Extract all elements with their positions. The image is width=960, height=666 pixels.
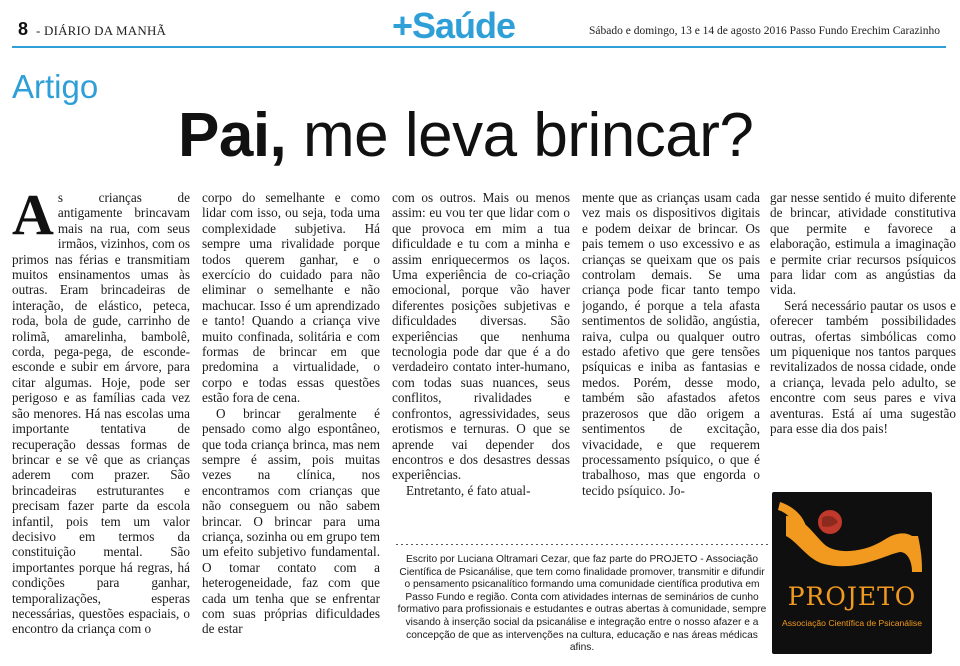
newspaper-name: - DIÁRIO DA MANHÃ	[36, 23, 167, 38]
projeto-logo	[772, 492, 932, 654]
section-title: +Saúde	[392, 5, 516, 46]
paragraph: O brincar geralmente é pensado como algo espontâneo, que toda criança brinca, mas nem sempre é assim, pois muitas vezes na clínica, nos encontramos com crianças que não conseguem ou não sabem brincar. O brincar para uma criança, sozinha ou em grupo tem um efeito subjetivo fundamental. O tomar contato com a heterogeneidade, faz com que cada um tenha que se enfrentar com suas próprias dificuldades de estar	[202, 405, 380, 637]
logo-figure-icon	[772, 492, 932, 654]
paragraph-text: s crianças de antigamente brincavam mais na rua, com seus irmãos, vizinhos, com os primos nas férias e transmitiam muitos ensinamentos umas às outras. Eram brincadeiras de interação, de elástico, peteca, roda, bola de gude, carrinho de rolimã, amarelinha, bambolê, corda, pega-pega, de esconde-esconde e subir em árvore, para citar algumas. Hoje, pode ser perigoso e as famílias cada vez são menores. Há nas escolas uma importante tentativa de recuperação dessas formas de brincar e se vê que as crianças aderem com prazer. São brincadeiras estruturantes e precisam fazer parte da escola infantil, pois tem um valor decisivo em termos da constituição mental. São importantes porque há regras, há condições para ganhar, temporalizações, esperas necessárias, questões espaciais, o encontro da criança com o	[12, 190, 190, 637]
column-1	[12, 190, 190, 656]
paragraph: Entretanto, é fato atual-	[406, 482, 531, 498]
logo-subtitle: Associação Científica de Psicanálise	[782, 618, 922, 628]
paragraph: com os outros. Mais ou menos assim: eu vou ter que lidar com o que provoca em mim a tua dificuldade e tu com a minha e assim enriquecermos os laços. Uma experiência de co-criação emocional, porque vão haver diferentes posições subjetivas e dificuldades diversas. São experiências que nenhuma tecnologia pode dar que é a do verdadeiro contato inter-humano, com todas suas nuances, seus conflitos, rivalidades e confrontos, agressividades, seus erotismos e ternuras. O que se aprende vai depender dos encontros e dos desastres dessas experiências.	[392, 190, 570, 483]
paragraph: mente que as crianças usam cada vez mais os dispositivos digitais e podem deixar de brincar. Os pais temem o uso excessivo e as crianças se queixam que os pais controlam demais. Se uma criança pode ficar tanto tempo jogando, é porque a tela afasta sentimentos de solidão, angústia, raiva, culpa ou qualquer outro estado afetivo que gere tensões psíquicas e iniba as fantasias e medos. Porém, desse modo, também são afastados afetos prazerosos que dão origem a sentimentos de excitação, vivacidade, e que requerem processamento psíquico, o que é trabalhoso, mas que engorda o tecido psíquico. Jo-	[582, 190, 760, 498]
header-rule	[12, 46, 946, 48]
author-note: Escrito por Luciana Oltramari Cezar, que faz parte do PROJETO - Associação Científica de Psicanálise, que tem como finalidade promover, transmitir e difundir o pensamento psicanalítico formando uma comunidade científica produtiva em Passo Fundo e região. Conta com atividades internas de seminários de cunho formativo para profissionais e estudantes e outras abertas à comunidade, sempre visando à inserção social da psicanálise e integração entre o nosso afazer e a concepção de que as intervenções na cultura, educação e nas áreas médicas afins.	[396, 544, 768, 655]
paragraph: corpo do semelhante e como lidar com isso, ou seja, toda uma complexidade subjetiva. Há sempre uma rivalidade porque todos querem ganhar, e o exercício do cuidado para não eliminar o semelhante e não machucar. Isso é um aprendizado e tanto! Quando a criança vive muito confinada, solitária e com formas de brincar em que predomina a virtualidade, o corpo e todas essas questões estão fora de cena.	[202, 190, 380, 406]
dateline: Sábado e domingo, 13 e 14 de agosto 2016 Passo Fundo Erechim Carazinho	[588, 25, 940, 37]
column-2	[202, 190, 380, 656]
paragraph: gar nesse sentido é muito diferente de brincar, atividade constitutiva que permite e favorece a elaboração, estimula a imaginação e permite criar recursos psíquicos para lidar com as angústias da vida.	[770, 190, 956, 298]
column-4	[582, 190, 760, 522]
article-headline	[178, 100, 753, 171]
logo-title: PROJETO	[787, 582, 917, 611]
column-5	[770, 190, 956, 470]
paragraph: Será necessário pautar os usos e oferecer também possibilidades outras, ofertas simbólicas como um piquenique nos tantos parques revitalizados de nossa cidade, onde a criança, levada pelo adulto, se encontre com seus pares e viva aventuras. Está aí uma sugestão para esse dia dos pais!	[770, 297, 956, 437]
column-3	[392, 190, 570, 522]
drop-cap: A	[12, 190, 54, 247]
page-header	[0, 0, 960, 48]
headline-rest: me leva brincar?	[286, 101, 754, 170]
headline-bold: Pai,	[178, 101, 287, 170]
article-kicker: Artigo	[12, 68, 99, 105]
paragraph	[12, 190, 190, 637]
page-number: 8	[18, 19, 29, 39]
